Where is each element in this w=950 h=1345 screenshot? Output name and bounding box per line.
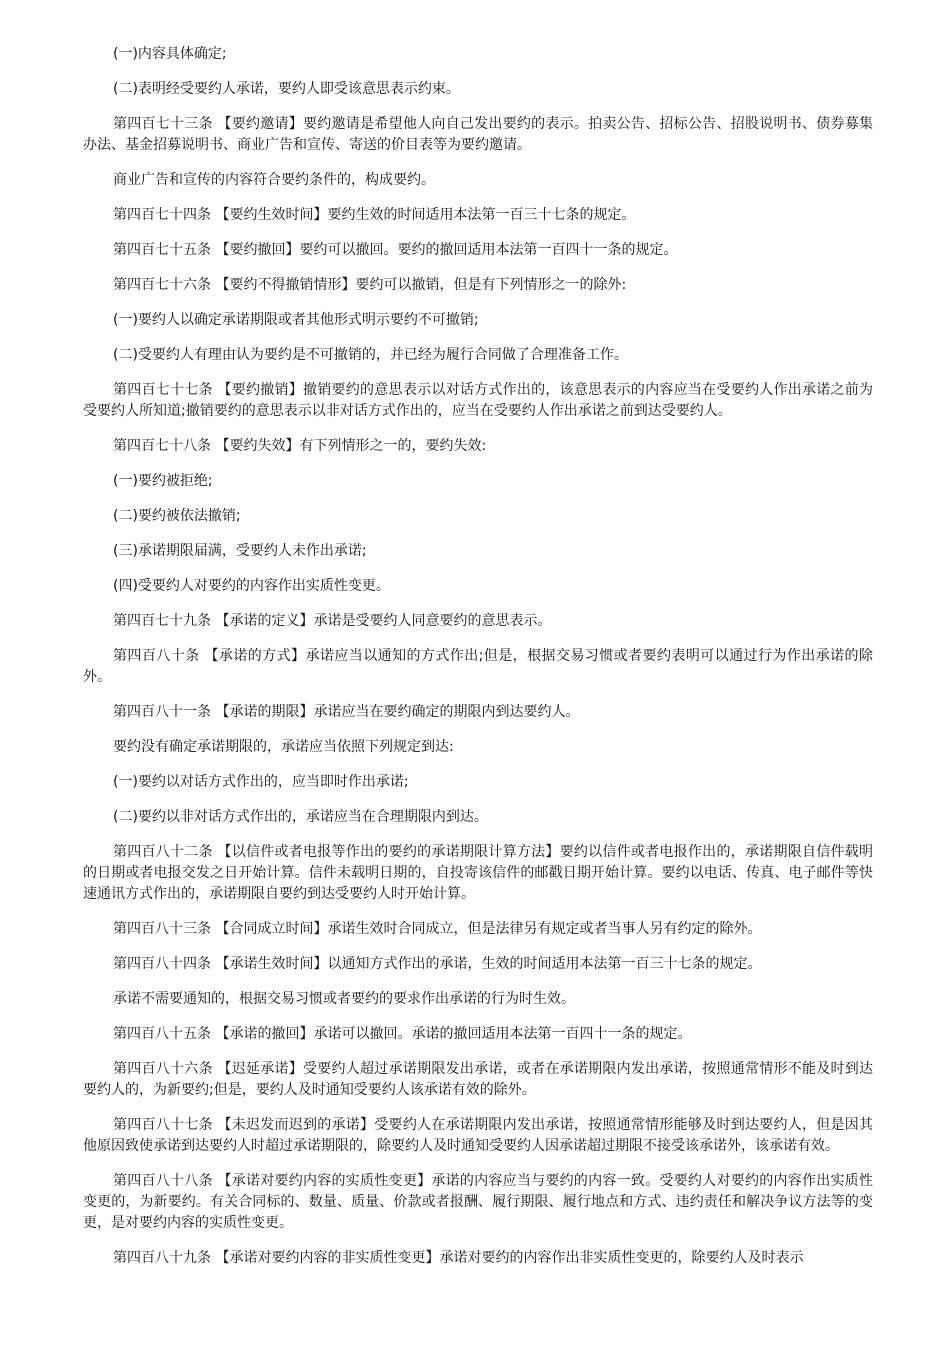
paragraph: 第四百八十四条 【承诺生效时间】以通知方式作出的承诺，生效的时间适用本法第一百三十七条的规定。 bbox=[113, 956, 762, 972]
paragraph: 第四百八十六条 【迟延承诺】受要约人超过承诺期限发出承诺，或者在承诺期限内发出承诺，按照通常情形不能及时到达要约人的，为新要约;但是，要约人及时通知受要约人该承诺有效的除外。 bbox=[83, 1061, 873, 1098]
paragraph: 第四百七十三条 【要约邀请】要约邀请是希望他人向自己发出要约的表示。拍卖公告、招标公告、招股说明书、债券募集办法、基金招募说明书、商业广告和宣传、寄送的价目表等为要约邀请。 bbox=[83, 116, 873, 153]
paragraph: 商业广告和宣传的内容符合要约条件的，构成要约。 bbox=[113, 172, 435, 188]
paragraph: (一)要约以对话方式作出的，应当即时作出承诺; bbox=[113, 774, 409, 790]
paragraph: 承诺不需要通知的，根据交易习惯或者要约的要求作出承诺的行为时生效。 bbox=[113, 991, 575, 1007]
paragraph: 第四百七十九条 【承诺的定义】承诺是受要约人同意要约的意思表示。 bbox=[113, 613, 552, 629]
paragraph: 第四百八十二条 【以信件或者电报等作出的要约的承诺期限计算方法】要约以信件或者电报作出的，承诺期限自信件载明的日期或者电报交发之日开始计算。信件未载明日期的，自投寄该信件的邮戳日期开始计算。要约以电话、传真、电子邮件等快速通讯方式作出的，承诺期限自要约到达受要约人时开始计算。 bbox=[83, 844, 873, 902]
paragraph: 第四百八十九条 【承诺对要约内容的非实质性变更】承诺对要约的内容作出非实质性变更的，除要约人及时表示 bbox=[113, 1250, 804, 1266]
paragraph: 第四百七十八条 【要约失效】有下列情形之一的，要约失效: bbox=[113, 438, 487, 454]
paragraph: 第四百八十一条 【承诺的期限】承诺应当在要约确定的期限内到达要约人。 bbox=[113, 704, 580, 720]
paragraph: (一)内容具体确定; bbox=[113, 46, 227, 62]
paragraph: 第四百八十五条 【承诺的撤回】承诺可以撤回。承诺的撤回适用本法第一百四十一条的规定。 bbox=[113, 1026, 692, 1042]
paragraph: 第四百七十五条 【要约撤回】要约可以撤回。要约的撤回适用本法第一百四十一条的规定。 bbox=[113, 242, 678, 258]
paragraph: (四)受要约人对要约的内容作出实质性变更。 bbox=[113, 578, 390, 594]
paragraph: 第四百八十七条 【未迟发而迟到的承诺】受要约人在承诺期限内发出承诺，按照通常情形能够及时到达要约人，但是因其他原因致使承诺到达要约人时超过承诺期限的，除要约人及时通知受要约人因承诺超过期限不接受该承诺外，该承诺有效。 bbox=[83, 1117, 873, 1154]
paragraph: (一)要约人以确定承诺期限或者其他形式明示要约不可撤销; bbox=[113, 312, 479, 328]
paragraph: (三)承诺期限届满，受要约人未作出承诺; bbox=[113, 543, 367, 559]
paragraph: 第四百七十七条 【要约撤销】撤销要约的意思表示以对话方式作出的，该意思表示的内容应当在受要约人作出承诺之前为受要约人所知道;撤销要约的意思表示以非对话方式作出的，应当在受要约人作出承诺之前到达受要约人。 bbox=[83, 382, 873, 419]
paragraph: 第四百八十条 【承诺的方式】承诺应当以通知的方式作出;但是，根据交易习惯或者要约表明可以通过行为作出承诺的除外。 bbox=[83, 648, 873, 685]
paragraph: 第四百八十三条 【合同成立时间】承诺生效时合同成立，但是法律另有规定或者当事人另有约定的除外。 bbox=[113, 921, 762, 937]
paragraph: (二)受要约人有理由认为要约是不可撤销的，并已经为履行合同做了合理准备工作。 bbox=[113, 347, 628, 363]
paragraph: (一)要约被拒绝; bbox=[113, 473, 213, 489]
paragraph: (二)要约以非对话方式作出的，承诺应当在合理期限内到达。 bbox=[113, 809, 488, 825]
paragraph: 第四百八十八条 【承诺对要约内容的实质性变更】承诺的内容应当与要约的内容一致。受要约人对要约的内容作出实质性变更的，为新要约。有关合同标的、数量、质量、价款或者报酬、履行期限、履行地点和方式、违约责任和解决争议方法等的变更，是对要约内容的实质性变更。 bbox=[83, 1173, 873, 1231]
paragraph: (二)要约被依法撤销; bbox=[113, 508, 241, 524]
paragraph: 第四百七十六条 【要约不得撤销情形】要约可以撤销，但是有下列情形之一的除外: bbox=[113, 277, 627, 293]
paragraph: 要约没有确定承诺期限的，承诺应当依照下列规定到达: bbox=[113, 739, 454, 755]
paragraph: (二)表明经受要约人承诺，要约人即受该意思表示约束。 bbox=[113, 81, 460, 97]
document-page bbox=[83, 44, 873, 1283]
paragraph: 第四百七十四条 【要约生效时间】要约生效的时间适用本法第一百三十七条的规定。 bbox=[113, 207, 636, 223]
